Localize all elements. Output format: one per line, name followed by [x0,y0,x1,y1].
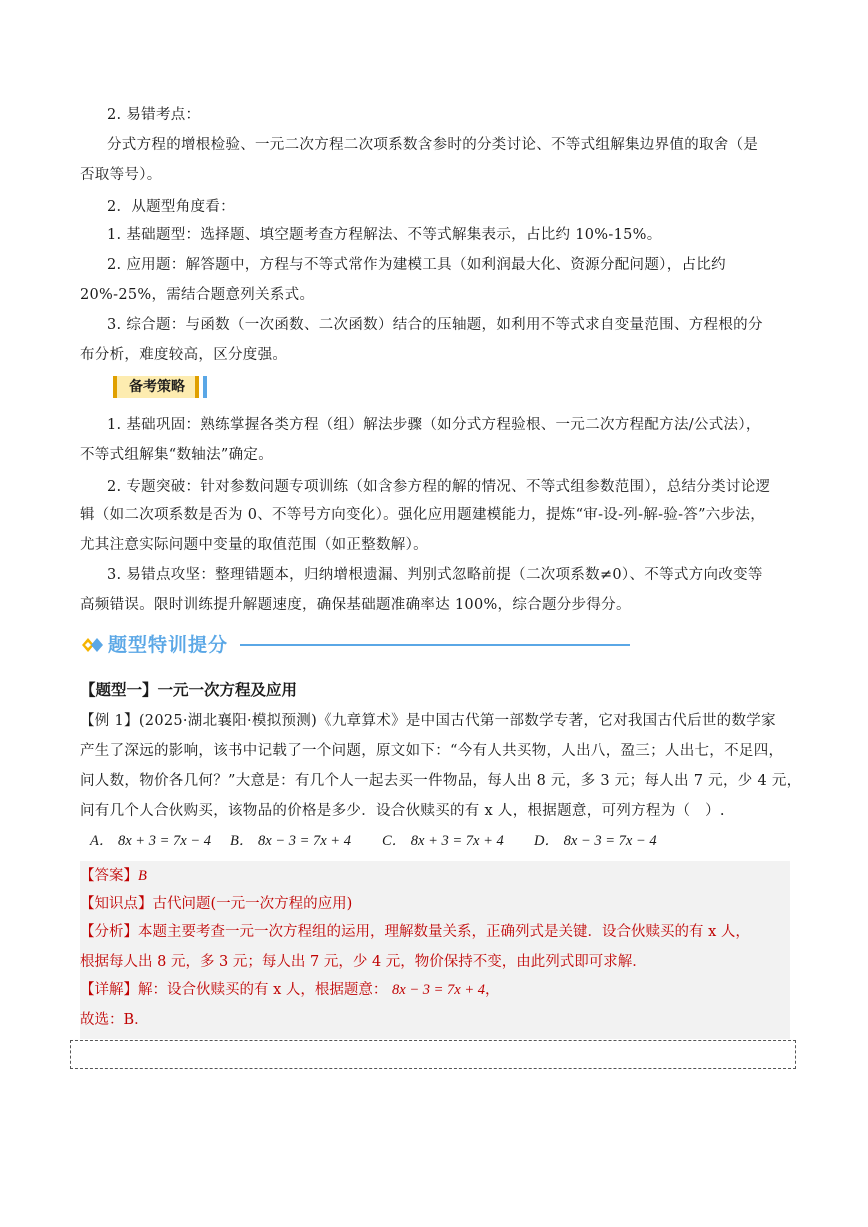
error-points-line1: 分式方程的增根检验、一元二次方程二次项系数含参时的分类讨论、不等式组解集边界值的取舍（是 [107,137,759,153]
error-points-heading: 2. 易错考点： [107,107,201,123]
section-title: 题型特训提分 [108,634,229,656]
analysis-row [80,917,750,947]
question-line4: 问有几个人合伙购买，该物品的价格是多少．设合伙赎买的有 x 人，根据题意，可列方程为（ ）. [80,803,725,819]
detail-row [80,975,500,1005]
strategy-item3-line2: 高频错误。限时训练提升解题速度，确保基础题准确率达 100%，综合题分步得分。 [80,597,631,613]
strategy-item2-line1: 2. 专题突破：针对参数问题专项训练（如含参方程的解的情况、不等式组参数范围），总结分类讨论逻 [107,479,771,495]
knowledge-value: 古代问题(一元一次方程的应用) [152,896,353,912]
question-type-item2-line1: 2. 应用题：解答题中，方程与不等式常作为建模工具（如利润最大化、资源分配问题），占比约 [107,257,726,273]
detail-text: 解：设合伙赎买的有 x 人，根据题意： [138,982,388,998]
question-type-item3-line2: 布分析，难度较高，区分度强。 [80,347,288,363]
error-points-line2: 否取等号）。 [80,167,162,183]
strategy-item1-line1: 1. 基础巩固：熟练掌握各类方程（组）解法步骤（如分式方程验根、一元二次方程配方法/公式法）， [107,417,761,433]
strategy-badge: 备考策略 [113,376,199,398]
choice-row: 故选：B． [80,1012,149,1028]
detail-end: ， [485,982,500,998]
option-a: A． 8x + 3 = 7x − 4 [90,833,211,849]
type-heading: 【题型一】一元一次方程及应用 [80,681,298,699]
answer-tag: 【答案】 [80,868,138,884]
question-type-item2-line2: 20%-25%，需结合题意列关系式。 [80,287,315,303]
detail-tag: 【详解】 [80,982,138,998]
option-b: B． 8x − 3 = 7x + 4 [230,833,351,849]
answer-row [80,861,147,891]
question-line2: 产生了深远的影响，该书中记载了一个问题，原文如下：“今有人共买物，人出八，盈三；人出七，不足四， [80,743,784,759]
strategy-item2-line2: 辑（如二次项系数是否为 0、不等号方向变化）。强化应用题建模能力，提炼“审-设-列-解-验-答”六步法， [80,507,766,523]
question-line3: 问人数，物价各几何？”大意是：有几个人一起去买一件物品，每人出 8 元，多 3 元；每人出 7 元，少 4 元， [80,773,802,789]
answer-box [80,861,790,1039]
analysis-line1: 本题主要考查一元一次方程组的运用，理解数量关系，正确列式是关键．设合伙赎买的有 x 人， [138,924,750,940]
answer-value: B [138,868,147,884]
detail-expr: 8x − 3 = 7x + 4 [392,982,485,998]
question-type-item3-line1: 3. 综合题：与函数（一次函数、二次函数）结合的压轴题，如利用不等式求自变量范围、方程根的分 [107,317,763,333]
section-header [82,630,642,660]
option-d: D． 8x − 3 = 7x − 4 [534,833,657,849]
section-divider [240,644,630,646]
dashed-answer-area [70,1040,796,1069]
strategy-item1-line2: 不等式组解集“数轴法”确定。 [80,447,274,463]
analysis-line2: 根据每人出 8 元，多 3 元；每人出 7 元，少 4 元，物价保持不变，由此列式即可求解． [80,954,647,970]
question-type-heading: 2．从题型角度看： [107,199,235,215]
answer-options [80,826,780,856]
double-diamond-icon [82,636,106,654]
question-type-item1: 1. 基础题型：选择题、填空题考查方程解法、不等式解集表示，占比约 10%-15%。 [107,227,662,243]
strategy-item2-line3: 尤其注意实际问题中变量的取值范围（如正整数解）。 [80,537,428,553]
strategy-item3-line1: 3. 易错点攻坚：整理错题本，归纳增根遗漏、判别式忽略前提（二次项系数≠0）、不等式方向改变等 [107,567,763,583]
analysis-tag: 【分析】 [80,924,138,940]
knowledge-row [80,889,352,919]
question-line1: 【例 1】(2025·湖北襄阳·模拟预测)《九章算术》是中国古代第一部数学专著，它对我国古代后世的数学家 [80,713,776,729]
knowledge-tag: 【知识点】 [80,896,153,912]
option-c: C． 8x + 3 = 7x + 4 [382,833,504,849]
